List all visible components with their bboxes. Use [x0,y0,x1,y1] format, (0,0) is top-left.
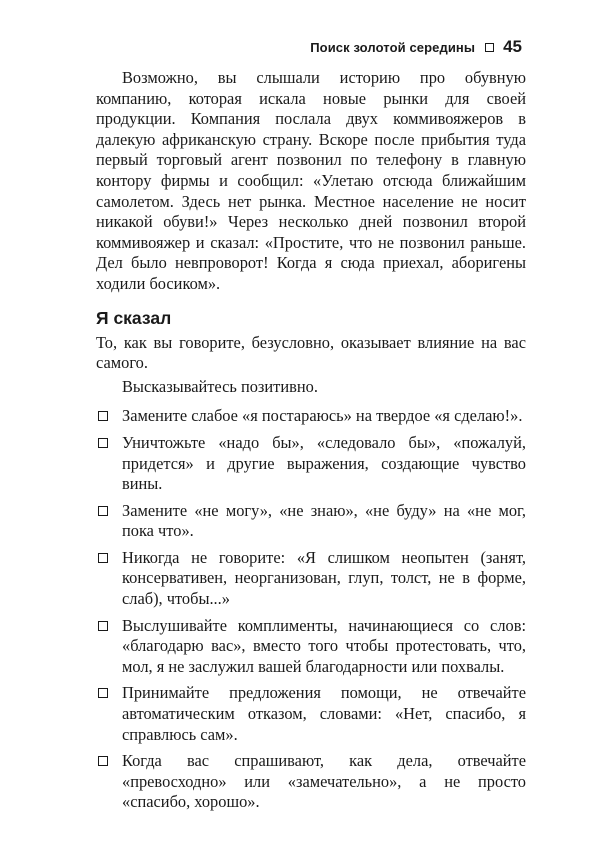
list-item [96,501,526,542]
section-lead: Высказывайтесь позитивно. [122,376,318,396]
checkbox-bullet-icon [98,411,108,421]
list-item [96,433,526,495]
list-item [96,616,526,678]
square-bullet-icon [485,43,494,52]
section-paragraph: То, как вы говорите, безусловно, оказывает влияние на вас самого. [96,332,526,373]
checkbox-bullet-icon [98,506,108,516]
checkbox-bullet-icon [98,438,108,448]
list-item-text: Замените слабое «я постараюсь» на твердое «я сделаю!». [122,406,523,426]
list-item-text: Принимайте предложения помощи, не отвечайте автоматическим отказом, словами: «Нет, спасибо, я справлюсь сам». [122,683,526,744]
list-item-text: Когда вас спрашивают, как дела, отвечайте «превосходно» или «замечательно», а не просто «спасибо, хорошо». [122,751,526,812]
running-title: Поиск золотой середины [310,39,476,55]
checkbox-bullet-icon [98,688,108,698]
list-item-text: Замените «не могу», «не знаю», «не буду» на «не мог, пока что». [122,500,526,541]
list-item [96,683,526,745]
list-item-text: Выслушивайте комплименты, начинающиеся со слов: «благодарю вас», вместо того чтобы протестовать, что, мол, я не заслужил вашей благодарности или похвалы. [122,615,526,676]
checkbox-bullet-icon [98,553,108,563]
list-item [96,548,526,610]
checkbox-bullet-icon [98,621,108,631]
list-item-text: Уничтожьте «надо бы», «следовало бы», «пожалуй, придется» и другие выражения, создающие чувство вины. [122,432,526,494]
list-item-text: Никогда не говорите: «Я слишком неопытен (занят, консервативен, неорганизован, глуп, толст, не в форме, слаб), чтобы...» [122,547,526,609]
running-head [310,37,522,57]
intro-paragraph: Возможно, вы слышали историю про обувную компанию, которая искала новые рынки для своей продукции. Компания послала двух коммивояжеров в далекую африканскую страну. Вскоре после прибытия туда первый торговый агент позвонил по телефону в главную контору фирмы и сообщил: «Улетаю отсюда ближайшим самолетом. Здесь нет рынка. Местное население не носит никакой обуви!» Через несколько дней позвонил второй коммивояжер и сказал: «Простите, что не позвонил раньше. Дел было невпроворот! Когда я сюда приехал, аборигены ходили босиком». [96,68,526,293]
checkbox-bullet-icon [98,756,108,766]
list-item [96,751,526,813]
page-number: 45 [503,37,522,56]
page-body [96,68,526,819]
section-heading: Я сказал [96,307,172,328]
list-item [96,406,526,427]
advice-list [96,406,526,813]
